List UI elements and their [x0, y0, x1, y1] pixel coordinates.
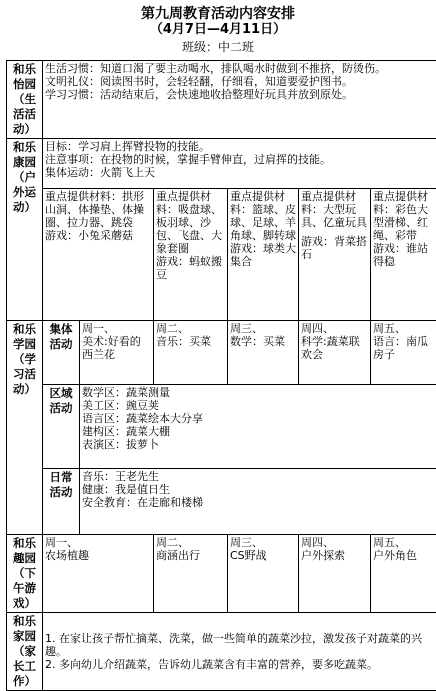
game-text: 游戏：球类大集合	[230, 242, 296, 268]
daily-activity-content	[80, 469, 436, 535]
day-content: 商涵出行	[156, 549, 225, 562]
material-text: 重点提供材料：篮球、皮球、足球、羊角球、脚转球	[230, 190, 296, 242]
day-label: 周一、	[82, 322, 151, 335]
daily-line: 安全教育：在走廊和楼梯	[82, 496, 434, 509]
day-content: 音乐：买菜	[156, 335, 225, 348]
outdoor-note: 注意事项：在投物的时候，掌握手臂伸直，过肩挥的技能。	[45, 153, 434, 166]
material-text: 重点提供材料：拱形山洞、体操垫、体操圈、拉力器、跳袋	[45, 190, 151, 229]
area-activity-label: 区域活动	[43, 385, 80, 469]
fun-day-2	[154, 535, 228, 613]
game-text: 游戏：谁站得稳	[373, 242, 434, 268]
home-row	[7, 613, 436, 691]
outdoor-info	[43, 139, 436, 189]
area-activity-content	[80, 385, 436, 469]
outdoor-material-col-2	[154, 189, 228, 321]
date-range: （4月7日—4月11日）	[0, 22, 436, 38]
life-line: 学习习惯：活动结束后，会快速地收拾整理好玩具并放到原处。	[45, 88, 434, 101]
daily-line: 音乐：王老先生	[82, 470, 434, 483]
daily-activity-label: 日常活动	[43, 469, 80, 535]
home-line: 2. 多向幼儿介绍蔬菜，告诉幼儿蔬菜含有丰富的营养，要多吃蔬菜。	[45, 658, 434, 671]
group-day-3	[228, 321, 299, 385]
daily-line: 健康：我是值日生	[82, 483, 434, 496]
home-line: 1. 在家让孩子帮忙摘菜、洗菜，做一些简单的蔬菜沙拉，激发孩子对蔬菜的兴趣。	[45, 632, 434, 658]
home-section-label: 和乐家园（家长工作）	[7, 613, 43, 691]
day-label: 周二、	[156, 322, 225, 335]
day-label: 周一、	[45, 536, 151, 549]
life-line: 文明礼仪：阅读图书时，会轻轻翻，仔细看，知道要爱护图书。	[45, 75, 434, 88]
game-text: 游戏：背菜搭石	[301, 235, 368, 261]
group-day-5	[371, 321, 436, 385]
day-label: 周五、	[373, 536, 434, 549]
material-text: 重点提供材料：彩色大型滑梯、红绳、彩带	[373, 190, 434, 242]
group-day-2	[154, 321, 228, 385]
outdoor-material-col-4	[299, 189, 371, 321]
area-line: 语言区：蔬菜绘本大分享	[82, 412, 434, 425]
day-label: 周五、	[373, 322, 434, 335]
outdoor-info-row	[7, 139, 436, 189]
schedule-table	[6, 60, 436, 691]
outdoor-group: 集体运动：火箭飞上天	[45, 166, 434, 179]
fun-day-1	[43, 535, 154, 613]
day-content: 户外角色	[373, 549, 434, 562]
day-label: 周三、	[230, 322, 296, 335]
group-day-1	[80, 321, 154, 385]
outdoor-materials-row	[7, 189, 436, 321]
life-section-label: 和乐怡园（生活活动）	[7, 61, 43, 139]
day-content: CS野战	[230, 549, 296, 562]
class-label: 班级：中二班	[0, 38, 436, 57]
outdoor-material-col-1	[43, 189, 154, 321]
area-line: 建构区：蔬菜大棚	[82, 425, 434, 438]
outdoor-section-label: 和乐康园（户外运动）	[7, 139, 43, 321]
day-content: 科学:蔬菜联欢会	[301, 335, 368, 361]
material-text: 重点提供材料：吸盘球、板羽球、沙包、飞盘、大象套圈	[156, 190, 225, 255]
learning-daily-row	[7, 469, 436, 535]
group-activity-label: 集体活动	[43, 321, 80, 385]
group-day-4	[299, 321, 371, 385]
area-line: 美工区：豌豆荚	[82, 399, 434, 412]
day-label: 周四、	[301, 322, 368, 335]
outdoor-material-col-5	[371, 189, 436, 321]
learning-group-row	[7, 321, 436, 385]
day-content: 语言：南瓜房子	[373, 335, 434, 361]
learning-section-label: 和乐学园（学习活动）	[7, 321, 43, 535]
life-line: 生活习惯：知道口渴了要主动喝水，排队喝水时做到不推挤，防烫伤。	[45, 62, 434, 75]
outdoor-goal: 目标：学习肩上挥臂投物的技能。	[45, 140, 434, 153]
fun-row	[7, 535, 436, 613]
material-text: 重点提供材料：大型玩具、亿童玩具	[301, 190, 368, 229]
day-content: 美术:好看的西兰花	[82, 335, 151, 361]
life-content	[43, 61, 436, 139]
area-line: 数学区：蔬菜测量	[82, 386, 434, 399]
page-title: 第九周教育活动内容安排	[0, 0, 436, 22]
fun-day-4	[299, 535, 371, 613]
area-line: 表演区：拔萝卜	[82, 438, 434, 451]
game-text: 游戏：蚂蚁搬豆	[156, 255, 225, 281]
day-content: 户外探索	[301, 549, 368, 562]
learning-area-row	[7, 385, 436, 469]
day-content: 数学：买菜	[230, 335, 296, 348]
game-text: 游戏：小兔采蘑菇	[45, 229, 151, 242]
day-label: 周四、	[301, 536, 368, 549]
life-row	[7, 61, 436, 139]
day-label: 周二、	[156, 536, 225, 549]
fun-section-label: 和乐趣园（下午游戏）	[7, 535, 43, 613]
fun-day-3	[228, 535, 299, 613]
day-content: 农场植趣	[45, 549, 151, 562]
outdoor-material-col-3	[228, 189, 299, 321]
day-label: 周三、	[230, 536, 296, 549]
page-header	[0, 0, 436, 57]
home-content	[43, 613, 436, 691]
fun-day-5	[371, 535, 436, 613]
